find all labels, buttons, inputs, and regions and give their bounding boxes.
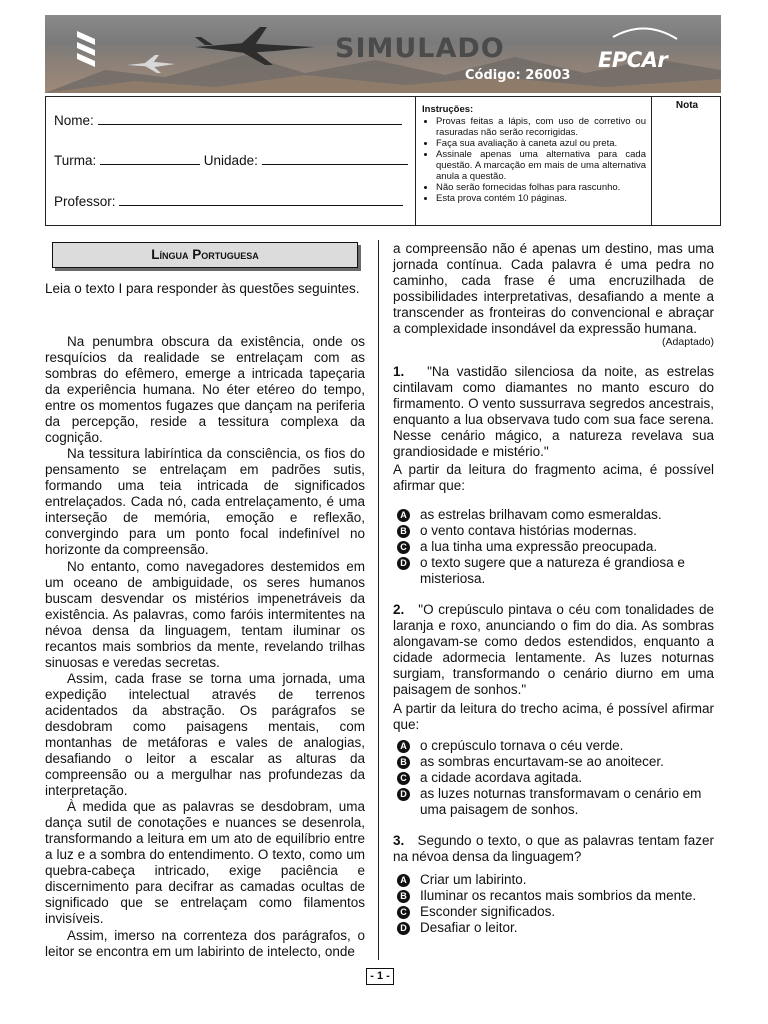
option-letter-badge: A	[397, 874, 410, 887]
text-continuation: a compreensão não é apenas um destino, mas uma jornada contínua. Cada palavra é uma pedra no caminho, cada frase é uma encruzilhada de possibilidades interpretativas, desafiando a mente a transcender as fronteiras do convencional e abraçar a complexidade insondável da expressão humana.	[393, 241, 714, 336]
option-c[interactable]	[397, 770, 714, 786]
teacher-label: Professor:	[54, 194, 116, 209]
student-fields	[46, 97, 416, 225]
teacher-field[interactable]	[54, 193, 403, 209]
fighter-jet-icon	[195, 27, 315, 65]
question-text: Segundo o texto, o que as palavras tentam fazer na névoa densa da linguagem?	[393, 833, 714, 864]
exam-code	[465, 68, 570, 83]
option-text: as estrelas brilhavam como esmeraldas.	[420, 507, 662, 522]
option-b[interactable]	[397, 523, 714, 539]
epcar-logo-text: EPCAr	[598, 48, 668, 72]
option-c[interactable]	[397, 539, 714, 555]
reading-instruction: Leia o texto I para responder às questões seguintes.	[45, 281, 360, 296]
option-text: Esconder significados.	[420, 904, 556, 919]
option-letter-badge: D	[397, 922, 410, 935]
student-info-box	[45, 96, 721, 226]
option-text: a cidade acordava agitada.	[420, 770, 583, 785]
question-quote: "Na vastidão silenciosa da noite, as estrelas cintilavam como diamantes no manto escuro do firmamento. O vento sussurrava segredos ancestrais, enquanto a lua observava tudo com sua face serena. Nesse cenário mágico, a natureza revelava sua grandiosidade e mistério."	[393, 364, 714, 459]
option-text: a lua tinha uma expressão preocupada.	[420, 539, 658, 554]
grade-label: Nota	[675, 100, 699, 111]
class-line[interactable]	[100, 152, 200, 165]
subject-heading: Língua Portuguesa	[52, 242, 358, 268]
option-letter-badge: D	[397, 788, 410, 801]
option-letter-badge: C	[397, 906, 410, 919]
question-quote: "O crepúsculo pintava o céu com tonalidades de laranja e roxo, anunciando o fim do dia. As sombras alongavam-se como dedos estendidos, enquanto a cidade adormecia lentamente. As luzes noturnas surgiam, transformando o cenário diurno em uma paisagem de sonhos."	[393, 602, 714, 697]
option-text: Desafiar o leitor.	[420, 920, 518, 935]
option-a[interactable]	[397, 872, 714, 888]
question-1-stem: A partir da leitura do fragmento acima, é possível afirmar que:	[393, 462, 714, 493]
instruction-item: • Não serão fornecidas folhas para rascunho.	[436, 182, 646, 193]
option-letter-badge: A	[397, 740, 410, 753]
text-paragraph: Assim, imerso na correnteza dos parágrafos, o leitor se encontra em um labirinto de intelecto, onde	[45, 928, 365, 959]
instructions-panel	[416, 97, 652, 225]
question-number: 1.	[393, 364, 405, 379]
instructions-list	[422, 116, 646, 204]
exam-code-label: Código:	[465, 68, 521, 83]
question-2-prompt	[393, 602, 714, 698]
banner-title: SIMULADO	[335, 33, 505, 64]
small-jet-icon	[127, 55, 175, 73]
grade-box	[652, 97, 722, 225]
instruction-item: • Provas feitas a lápis, com uso de corretivo ou rasuradas não serão recorrigidas.	[436, 116, 646, 138]
option-c[interactable]	[397, 904, 714, 920]
option-d[interactable]	[397, 920, 714, 936]
instruction-item: • Assinale apenas uma alternativa para cada questão. A marcação em mais de uma alternativa anula a questão.	[436, 149, 646, 182]
text-paragraph: À medida que as palavras se desdobram, uma dança sutil de conotações e nuances se desenrola, transformando a leitura em um ato de equilíbrio entre a luz e a sombra do entendimento. O texto, como um quebra-cabeça intricado, exige paciência e discernimento para decifrar as camadas ocultas de significado que se entrelaçam como filamentos invisíveis.	[45, 799, 365, 926]
instruction-item: • Esta prova contém 10 páginas.	[436, 193, 646, 204]
text-paragraph: Assim, cada frase se torna uma jornada, uma expedição intelectual através de terrenos acidentados da abstração. Os parágrafos se desdobram como paisagens mentais, com montanhas de metáforas e vales de analogias, desafiando o leitor a escalar as alturas da compreensão ou a mergulhar nas profundezas da interpretação.	[45, 671, 365, 798]
school-logo-icon	[77, 31, 95, 67]
option-text: as luzes noturnas transformavam o cenário em uma paisagem de sonhos.	[420, 786, 702, 817]
option-text: o texto sugere que a natureza é grandiosa e misteriosa.	[420, 555, 685, 586]
question-1-prompt	[393, 364, 714, 460]
option-letter-badge: B	[397, 756, 410, 769]
option-b[interactable]	[397, 754, 714, 770]
option-letter-badge: C	[397, 772, 410, 785]
class-unit-field[interactable]	[54, 152, 408, 168]
unit-line[interactable]	[262, 152, 408, 165]
option-b[interactable]	[397, 888, 714, 904]
question-number: 3.	[393, 833, 405, 848]
teacher-line[interactable]	[119, 193, 403, 206]
instruction-item: • Faça sua avaliação à caneta azul ou preta.	[436, 138, 646, 149]
option-letter-badge: C	[397, 541, 410, 554]
class-label: Turma:	[54, 153, 97, 168]
column-divider	[378, 240, 379, 960]
option-letter-badge: A	[397, 509, 410, 522]
text-paragraph: Na tessitura labiríntica da consciência, os fios do pensamento se entrelaçam em padrões sutis, formando uma teia intricada de significados entrelaçados. Cada nó, cada entrelaçamento, é uma interseção de memória, emoção e reflexão, convergindo para um ponto focal indefinível no horizonte da compreensão.	[45, 446, 365, 557]
option-d[interactable]	[397, 555, 714, 587]
question-2-stem: A partir da leitura do trecho acima, é possível afirmar que:	[393, 701, 714, 732]
page-number: - 1 -	[366, 968, 394, 985]
source-note: (Adaptado)	[662, 336, 714, 348]
option-text: o vento contava histórias modernas.	[420, 523, 637, 538]
text-paragraph: No entanto, como navegadores destemidos em um oceano de ambiguidade, os seres humanos buscam desvendar os mistérios impenetráveis da existência. As palavras, como faróis intermitentes na névoa densa da linguagem, tentam iluminar os recantos mais sombrios da mente, revelando trilhas sinuosas e veredas secretas.	[45, 559, 365, 670]
name-label: Nome:	[54, 113, 94, 128]
option-text: Iluminar os recantos mais sombrios da mente.	[420, 888, 697, 903]
option-text: as sombras encurtavam-se ao anoitecer.	[420, 754, 664, 769]
option-text: Criar um labirinto.	[420, 872, 527, 887]
option-a[interactable]	[397, 738, 714, 754]
unit-label: Unidade:	[203, 153, 258, 168]
option-text: o crepúsculo tornava o céu verde.	[420, 738, 624, 753]
exam-code-value: 26003	[525, 68, 571, 83]
option-a[interactable]	[397, 507, 714, 523]
option-d[interactable]	[397, 786, 714, 818]
text-paragraph: Na penumbra obscura da existência, onde os resquícios da realidade se entrelaçam com as sombras do efêmero, emerge a intricada tapeçaria da experiência humana. No éter etéreo do tempo, entre os momentos fugazes que dançam na periferia da percepção, reside a tessitura complexa da cognição.	[45, 334, 365, 445]
question-number: 2.	[393, 602, 405, 617]
option-letter-badge: B	[397, 890, 410, 903]
name-field[interactable]	[54, 112, 402, 128]
instructions-title: Instruções:	[422, 104, 474, 115]
name-line[interactable]	[98, 112, 402, 125]
option-letter-badge: D	[397, 557, 410, 570]
question-3-prompt	[393, 833, 714, 865]
header-banner	[45, 15, 721, 93]
option-letter-badge: B	[397, 525, 410, 538]
